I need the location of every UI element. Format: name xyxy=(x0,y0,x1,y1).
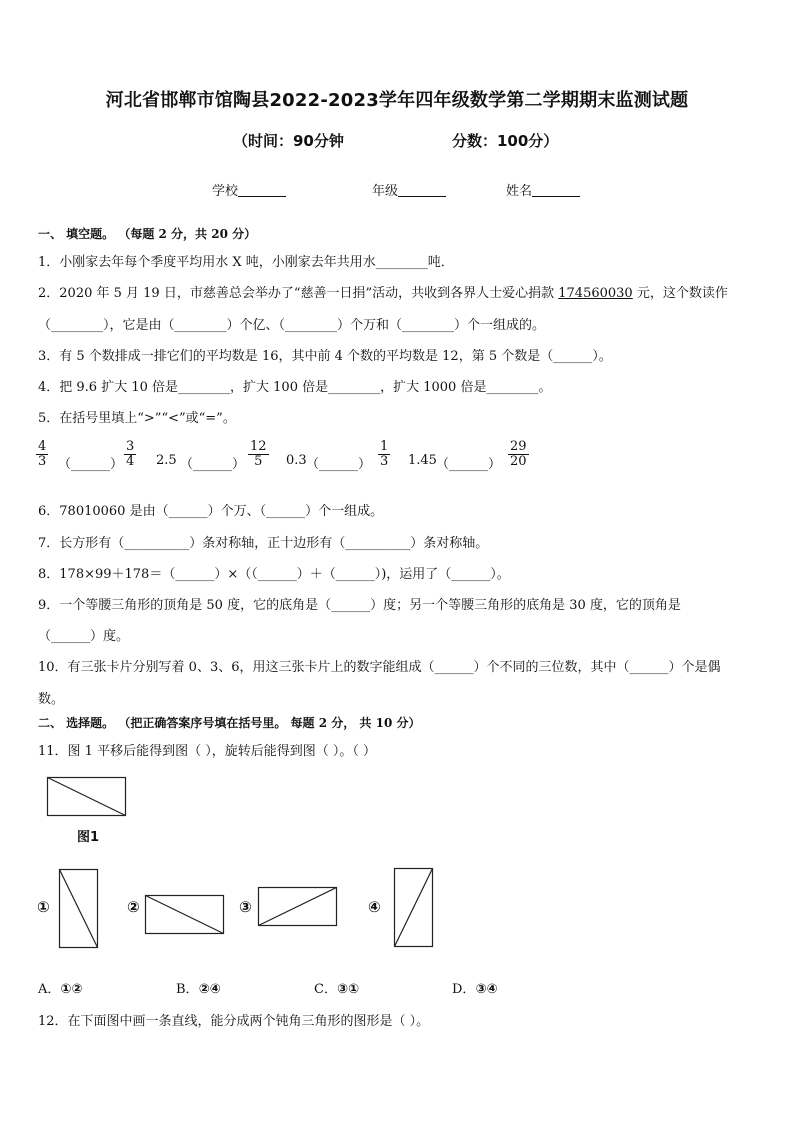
option-a[interactable]: A．①② xyxy=(38,982,83,997)
option-b[interactable]: B．②④ xyxy=(176,982,221,997)
exam-time: （时间：90分钟 xyxy=(233,132,344,150)
option-figure-1 xyxy=(59,869,99,949)
figure-1-label: 图1 xyxy=(77,830,100,845)
figure-label-1: ① xyxy=(37,898,50,916)
question-12: 12．在下面图中画一条直线，能分成两个钝角三角形的图形是（ ）。 xyxy=(38,1014,430,1029)
fraction-12-5: $\frac{12}{5}$ xyxy=(250,439,267,469)
section-1-heading: 一、 填空题。 （每题 2 分，共 20 分） xyxy=(38,227,257,241)
figure-label-3: ③ xyxy=(239,898,252,916)
question-2-line-1: 2．2020 年 5 月 19 日，市慈善总会举办了“慈善一日捐”活动，共收到各界人士爱心捐款 174560030 元，这个数读作 xyxy=(38,286,728,301)
compare-blank-4: （______） xyxy=(436,457,502,472)
option-c[interactable]: C．③① xyxy=(314,982,359,997)
option-d[interactable]: D．③④ xyxy=(452,982,498,997)
fraction-3-4: $\frac{3}{4}$ xyxy=(126,439,135,469)
fraction-1-3: $\frac{1}{3}$ xyxy=(380,439,389,469)
figure-label-2: ② xyxy=(127,898,140,916)
figure-label-4: ④ xyxy=(368,898,381,916)
option-figure-3 xyxy=(258,887,338,927)
name-field: 姓名 xyxy=(506,180,580,199)
section-2-heading: 二、 选择题。 （把正确答案序号填在括号里。 每题 2 分， 共 10 分） xyxy=(38,716,421,730)
question-8: 8．178×99＋178＝（______）×（（______）＋（______）)，运用了（______）。 xyxy=(38,567,510,582)
question-4: 4．把 9.6 扩大 10 倍是________，扩大 100 倍是________，扩大 1000 倍是________。 xyxy=(38,380,552,395)
question-2-line-2: （________），它是由（________）个亿、（________）个万和（________）个一组成的。 xyxy=(38,318,546,333)
exam-score: 分数：100分） xyxy=(452,132,559,150)
decimal-1-45: 1.45 xyxy=(408,453,437,468)
decimal-2-5: 2.5 xyxy=(156,453,177,468)
compare-blank-2: （______） xyxy=(180,457,246,472)
question-5-prompt: 5．在括号里填上“>”“<”或“=”。 xyxy=(38,411,236,426)
donation-amount: 174560030 xyxy=(558,286,633,301)
decimal-0-3: 0.3 xyxy=(286,453,307,468)
question-9-line-1: 9．一个等腰三角形的顶角是 50 度，它的底角是（______）度；另一个等腰三角形的底角是 30 度，它的顶角是 xyxy=(38,598,681,613)
question-1: 1．小刚家去年每个季度平均用水 X 吨，小刚家去年共用水________吨． xyxy=(38,255,454,270)
compare-blank-3: （______） xyxy=(306,457,372,472)
question-3: 3．有 5 个数排成一排它们的平均数是 16，其中前 4 个数的平均数是 12，第 5 个数是（______）。 xyxy=(38,349,612,364)
compare-blank-1: （______） xyxy=(58,457,124,472)
page-title: 河北省邯郸市馆陶县2022-2023学年四年级数学第二学期期末监测试题 xyxy=(105,90,689,111)
option-figure-2 xyxy=(145,895,225,935)
question-11: 11．图 1 平移后能得到图（ ），旋转后能得到图（ ）。（ ） xyxy=(38,744,376,759)
school-field: 学校 xyxy=(212,180,286,199)
question-10-line-1: 10．有三张卡片分别写着 0、3、6，用这三张卡片上的数字能组成（______）个不同的三位数，其中（______）个是偶 xyxy=(38,660,721,675)
question-9-line-2: （______）度。 xyxy=(38,629,130,644)
figure-1-rectangle xyxy=(47,777,127,817)
option-figure-4 xyxy=(394,868,434,948)
question-10-line-2: 数。 xyxy=(38,692,65,707)
grade-field: 年级 xyxy=(372,180,446,199)
fraction-4-3: $\frac{4}{3}$ xyxy=(38,439,47,469)
question-6: 6．78010060 是由（______）个万、（______）个一组成。 xyxy=(38,504,384,519)
fraction-29-20: $\frac{29}{20}$ xyxy=(510,439,527,469)
question-7: 7．长方形有（__________）条对称轴，正十边形有（__________）条对称轴。 xyxy=(38,536,489,551)
